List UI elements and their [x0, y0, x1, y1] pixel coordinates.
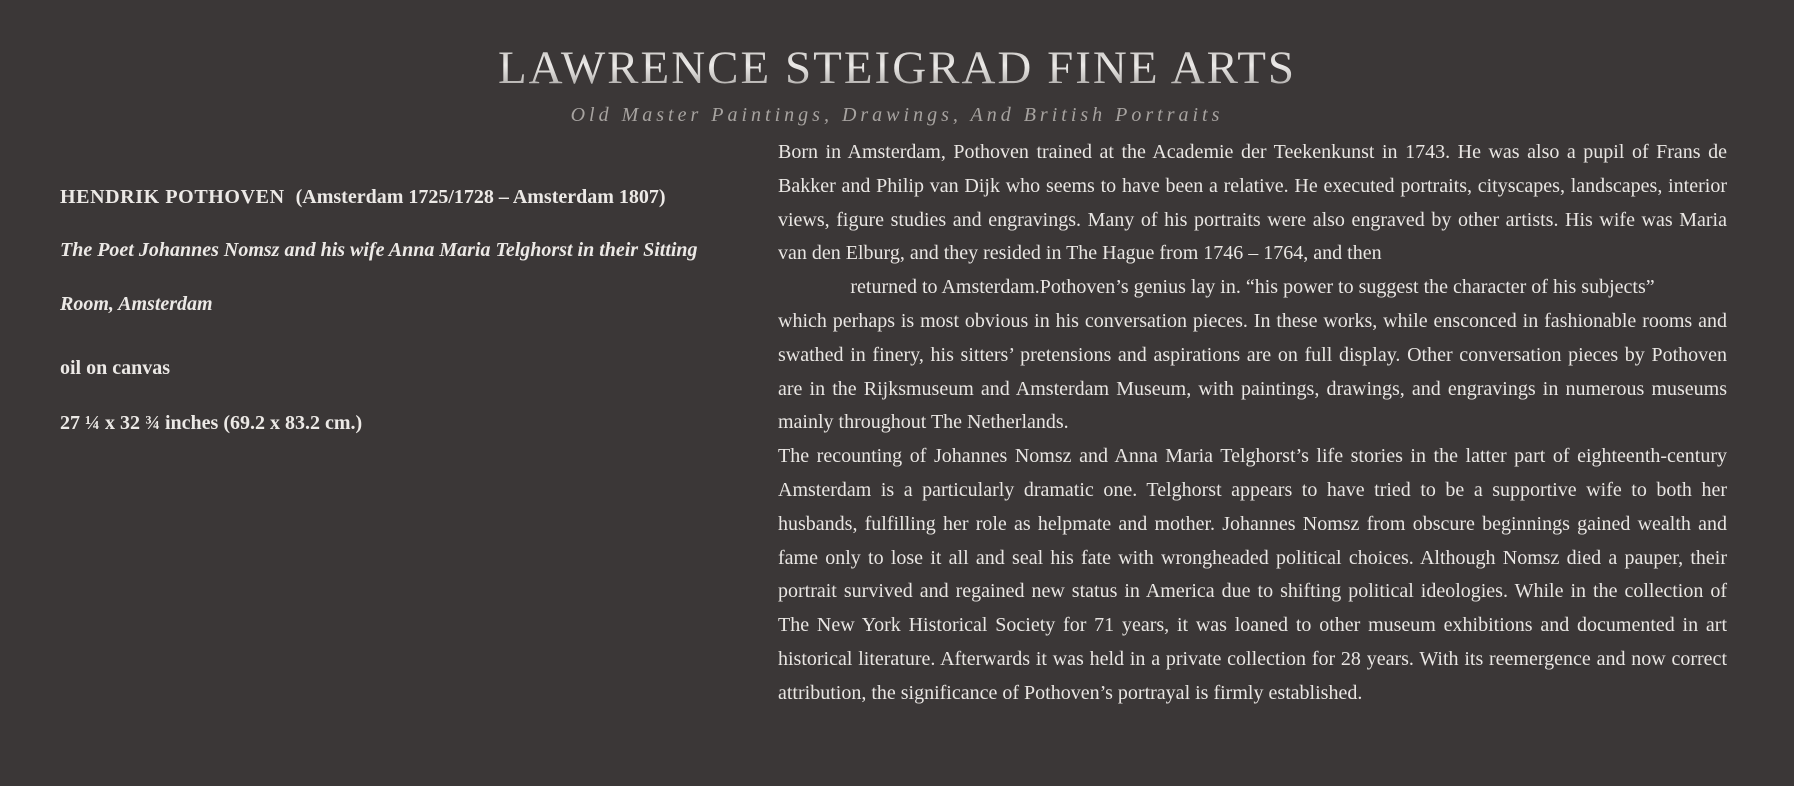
artwork-description — [778, 136, 1727, 711]
artist-dates: (Amsterdam 1725/1728 – Amsterdam 1807) — [295, 186, 666, 208]
description-paragraph: Born in Amsterdam, Pothoven trained at the Academie der Teekenkunst in 1743. He was also a pupil of Frans de Bakker and Philip van Dijk who seems to have been a relative. He executed portraits, cityscapes, landscapes, interior views, figure studies and engravings. Many of his portraits were also engraved by other artists. His wife was Maria van den Elburg, and they resided in The Hague from 1746 – 1764, and then — [778, 141, 1727, 265]
artist-name: HENDRIK POTHOVEN — [60, 186, 285, 208]
artwork-dimensions: 27 ¼ x 32 ¾ inches (69.2 x 83.2 cm.) — [60, 412, 363, 434]
artwork-details — [60, 186, 750, 435]
site-header — [0, 38, 1794, 127]
description-paragraph: The recounting of Johannes Nomsz and Anna Maria Telghorst’s life stories in the latter part of eighteenth-century Amsterdam is a particularly dramatic one. Telghorst appears to have tried to be a supportive wife to both her husbands, fulfilling her role as helpmate and mother. Johannes Nomsz from obscure beginnings gained wealth and fame only to lose it all and seal his fate with wrongheaded political choices. Although Nomsz died a pauper, their portrait survived and regained new status in America due to shifting political ideologies. While in the collection of The New York Historical Society for 71 years, it was loaned to other museum exhibitions and documented in art historical literature. Afterwards it was held in a private collection for 28 years. With its reemergence and now correct attribution, the significance of Pothoven’s portrayal is firmly established. — [778, 445, 1727, 704]
description-paragraph: which perhaps is most obvious in his conversation pieces. In these works, while ensconced in fashionable rooms and swathed in finery, his sitters’ pretensions and aspirations are on full display. Other conversation pieces by Pothoven are in the Rijksmuseum and Amsterdam Museum, with paintings, drawings, and engravings in numerous museums mainly throughout The Netherlands. — [778, 309, 1727, 434]
artwork-medium: oil on canvas — [60, 357, 171, 379]
artist-line — [60, 186, 750, 209]
site-title[interactable]: LAWRENCE STEIGRAD FINE ARTS — [0, 38, 1794, 98]
description-centered-line: returned to Amsterdam.Pothoven’s genius lay in. “his power to suggest the character of his subjects” — [850, 276, 1655, 299]
artwork-title: The Poet Johannes Nomsz and his wife Anna Maria Telghorst in their Sitting Room, Amsterdam — [60, 239, 698, 315]
site-tagline: Old Master Paintings, Drawings, And British Portraits — [570, 104, 1224, 126]
